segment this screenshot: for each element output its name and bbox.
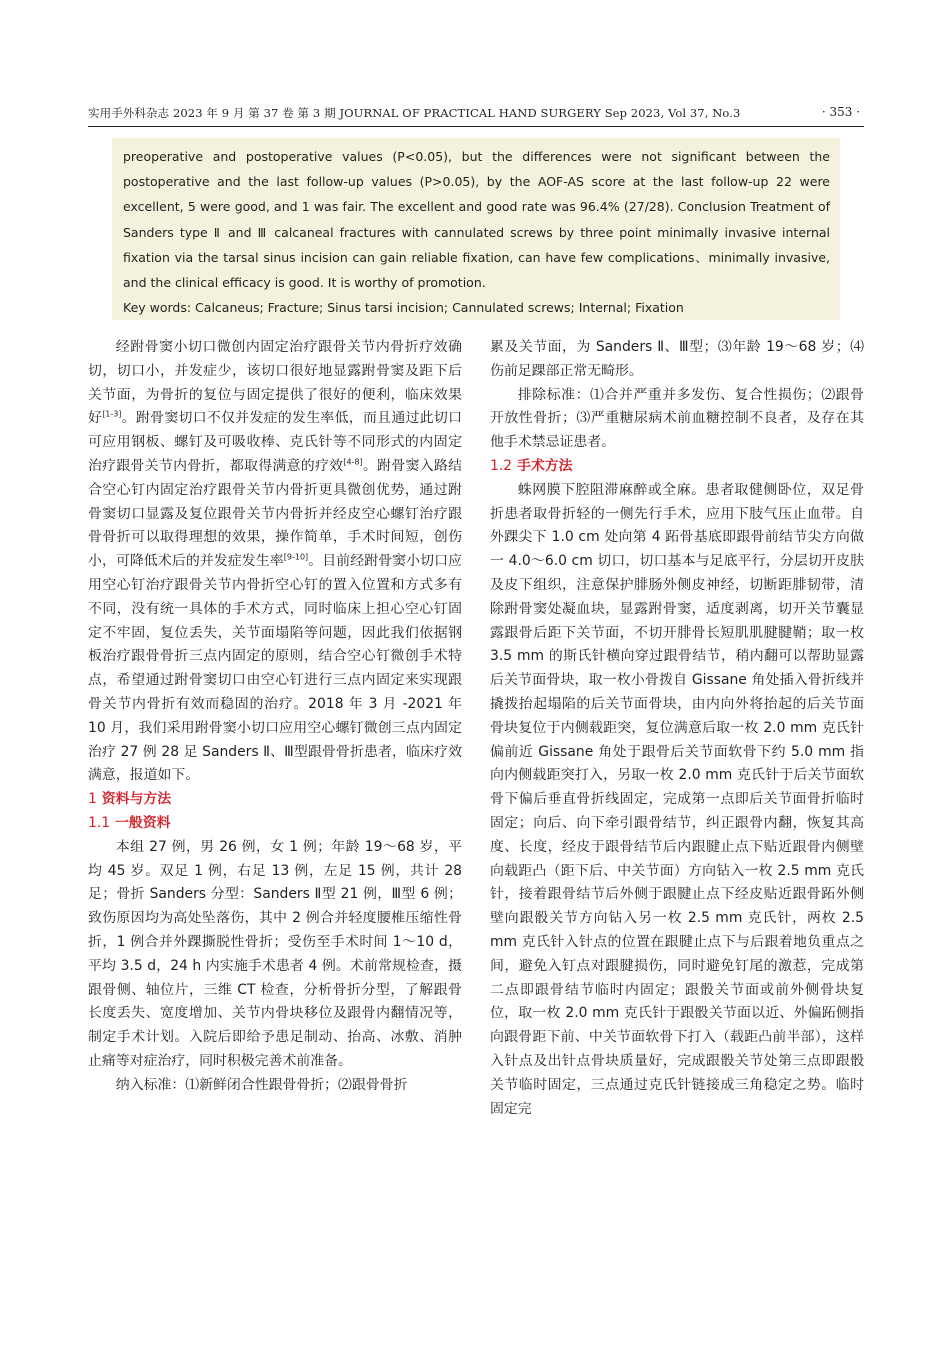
intro-text-2: 。跗骨窦切口不仅并发症的发生率低，而且通过此切口可应用钢板、螺钉及可吸收棒、克氏针等不同形式的内固定治疗跟骨关节内骨折，都取得满意的疗效 bbox=[88, 410, 462, 474]
journal-citation: 实用手外科杂志 2023 年 9 月 第 37 卷 第 3 期 JOURNAL OF PRACTICAL HAND SURGERY Sep 2023, Vol 37, No.3 bbox=[88, 106, 741, 120]
inclusion-criteria-paragraph: 纳入标准：⑴新鲜闭合性跟骨骨折；⑵跟骨骨折 bbox=[115, 1076, 408, 1093]
section-1-1-number: 1.1 bbox=[88, 814, 111, 831]
section-1-2-heading bbox=[490, 455, 864, 479]
surgical-method-paragraph: 蛛网膜下腔阻滞麻醉或全麻。患者取健侧卧位，双足骨折患者取骨折轻的一侧先行手术，应用下肢气压止血带。自外踝尖下 1.0 cm 处向第 4 跖骨基底即跟骨前结节尖方向做一 4.0～6.0 cm 切口，切口基本与足底平行，分层切开皮肤及皮下组织，注意保护腓肠外侧皮神经，切断距腓韧带，清除跗骨窦处凝血块，显露跗骨窦，适度剥离，切开关节囊显露跟骨后距下关节面，不切开腓骨长短肌肌腱腱鞘；取一枚 3.5 mm 的斯氏针横向穿过跟骨结节，稍内翻可以帮助显露后关节面骨块，取一枚小骨拨自 Gissane 角处插入骨折线并撬拨抬起塌陷的后关节面骨块，由内向外将抬起的后关节面骨块复位于内侧载距突，复位满意后取一枚 2.0 mm 克氏针偏前近 Gissane 角处于跟骨后关节面软骨下约 5.0 mm 指向内侧载距突打入，另取一枚 2.0 mm 克氏针于后关节面软骨下偏后垂直骨折线固定，完成第一点即后关节面骨折临时固定；向后、向下牵引跟骨结节，纠正跟骨内翻，恢复其高度、长度，经皮于跟骨结节后内跟腱止点下贴近跟骨内侧壁向载距凸（距下后、中关节面）方向钻入一枚 2.5 mm 克氏针，接着跟骨结节后外侧于跟腱止点下经皮贴近跟骨跖外侧壁向跟骰关节方向钻入另一枚 2.5 mm 克氏针，两枚 2.5 mm 克氏针入针点的位置在跟腱止点下与后跟着地负重点之间，避免入钉点对跟腱损伤，同时避免钉尾的激惹，完成第二点即跟骨结节临时内固定；跟骰关节面或前外侧骨块复位，取一枚 2.0 mm 克氏针于跟骰关节面以近、外偏跖侧指向跟骨距下前、中关节面软骨下打入（载距凸前半部），这样入针点及出针点骨块质量好，完成跟骰关节处第三点即跟骰关节临时固定，三点通过克氏针链接成三角稳定之势。临时固定完 bbox=[490, 481, 864, 1117]
section-1-heading bbox=[88, 788, 462, 812]
page-number: · 353 · bbox=[821, 105, 860, 119]
section-1-number: 1 bbox=[88, 791, 97, 808]
intro-paragraph bbox=[88, 336, 462, 788]
abstract-keywords: Key words: Calcaneus; Fracture; Sinus tarsi incision; Cannulated screws; Internal; Fixation bbox=[123, 300, 684, 316]
section-1-2-number: 1.2 bbox=[490, 457, 513, 474]
left-column bbox=[88, 336, 462, 1098]
header-divider bbox=[88, 126, 864, 127]
intro-text-1: 经跗骨窦小切口微创内固定治疗跟骨关节内骨折疗效确切，切口小，并发症少，该切口很好地显露跗骨窦及距下后关节面，为骨折的复位与固定提供了很好的便利，临床效果好 bbox=[88, 339, 462, 427]
section-1-1-heading bbox=[88, 812, 462, 836]
intro-text-3: 。跗骨窦入路结合空心钉内固定治疗跟骨关节内骨折更具微创优势，通过跗骨窦切口显露及复位跟骨关节内骨折并经皮空心螺钉治疗跟骨骨折可以取得理想的效果，操作简单，手术时间短，创伤小，可降低术后的并发症发生率 bbox=[88, 457, 462, 570]
right-column bbox=[490, 336, 864, 1121]
citation-2: [4-8] bbox=[343, 457, 363, 467]
abstract-text: preoperative and postoperative values (P<0.05), but the differences were not significant between the postoperative and the last follow-up values (P>0.05), by the AOF-AS score at the last follow-up 22 were excellent, 5 were good, and 1 was fair. The excellent and good rate was 96.4% (27/28). Conclusion Treatment of Sanders type Ⅱ and Ⅲ calcaneal fractures with cannulated screws by three point minimally invasive internal fixation via the tarsal sinus incision can gain reliable fixation, can have few complications、minimally invasive, and the clinical efficacy is good. It is worthy of promotion. bbox=[123, 149, 830, 291]
section-1-2-title: 手术方法 bbox=[516, 457, 573, 474]
english-abstract-box bbox=[112, 138, 840, 320]
section-1-1-title: 一般资料 bbox=[114, 814, 171, 831]
citation-1: [1-3] bbox=[102, 409, 122, 419]
section-1-title: 资料与方法 bbox=[101, 791, 172, 808]
inclusion-criteria-continued: 累及关节面，为 Sanders Ⅱ、Ⅲ型；⑶年龄 19～68 岁；⑷伤前足踝部正常无畸形。 bbox=[490, 339, 864, 379]
running-header bbox=[88, 101, 860, 123]
exclusion-criteria-paragraph: 排除标准：⑴合并严重并多发伤、复合性损伤；⑵跟骨开放性骨折；⑶严重糖尿病术前血糖控制不良者，及存在其他手术禁忌证患者。 bbox=[490, 386, 864, 451]
citation-3: [9-10] bbox=[283, 552, 309, 562]
intro-text-4: 。目前经跗骨窦小切口应用空心钉治疗跟骨关节内骨折空心钉的置入位置和方式多有不同，没有统一具体的手术方式，同时临床上担心空心钉固定不牢固，复位丢失，关节面塌陷等问题，因此我们依据钢板治疗跟骨骨折三点内固定的原则，结合空心钉微创手术特点，希望通过跗骨窦切口由空心钉进行三点内固定来实现跟骨关节内骨折有效而稳固的治疗。2018 年 3 月 -2021 年 10 月，我们采用跗骨窦小切口应用空心螺钉微创三点内固定治疗 27 例 28 足 Sanders Ⅱ、Ⅲ型跟骨骨折患者，临床疗效满意，报道如下。 bbox=[88, 553, 462, 784]
general-data-paragraph: 本组 27 例，男 26 例，女 1 例；年龄 19～68 岁，平均 45 岁。双足 1 例，右足 13 例，左足 15 例，共计 28 足；骨折 Sanders 分型：Sanders Ⅱ型 21 例，Ⅲ型 6 例；致伤原因均为高处坠落伤，其中 2 例合并轻度腰椎压缩性骨折，1 例合并外踝撕脱性骨折；受伤至手术时间 1～10 d，平均 3.5 d，24 h 内实施手术患者 4 例。术前常规检查，摄跟骨侧、轴位片，三维 CT 检查，分析骨折分型，了解跟骨长度丢失、宽度增加、关节内骨块移位及跟骨内翻情况等，制定手术计划。入院后即给予患足制动、抬高、冰敷、消肿止痛等对症治疗，同时积极完善术前准备。 bbox=[88, 838, 462, 1069]
